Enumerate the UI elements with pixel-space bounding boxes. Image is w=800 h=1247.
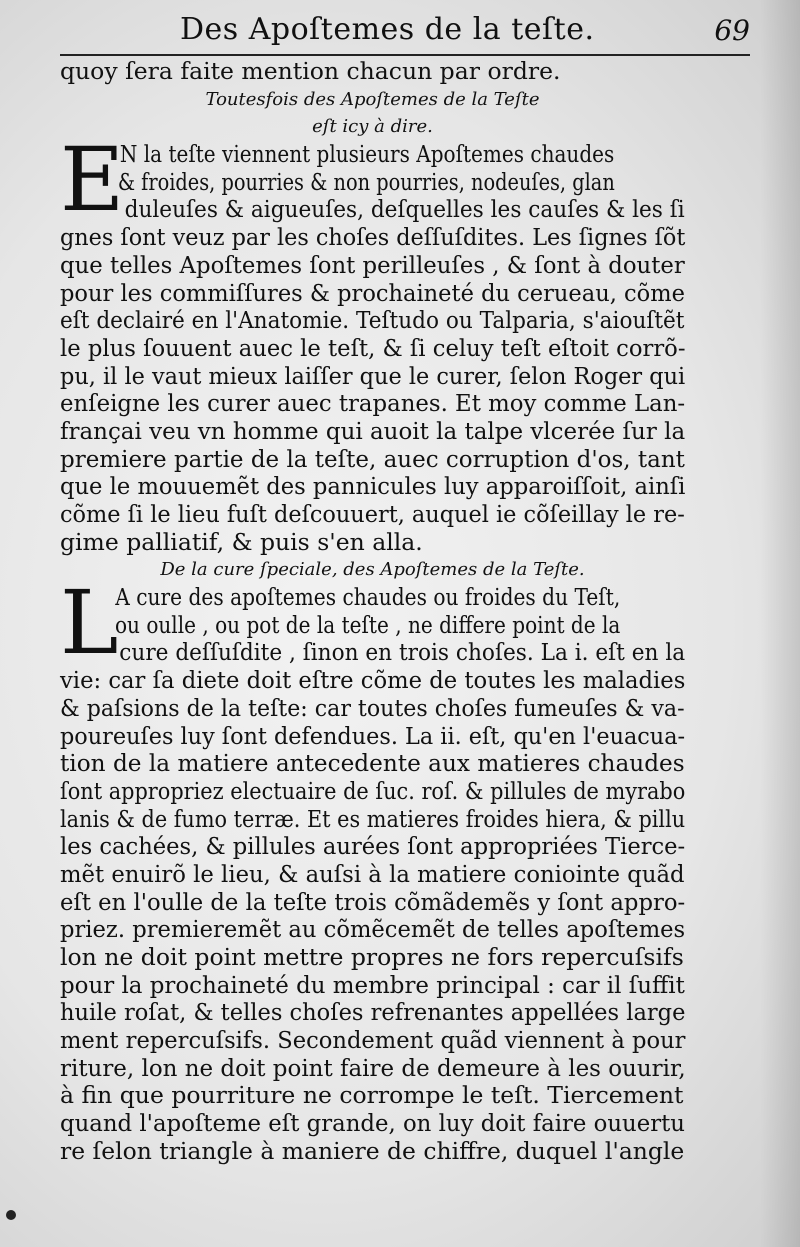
text-line: premiere partie de la teſte, auec corruption d'os, tant [60, 444, 685, 473]
text-line: eſt en l'oulle de la teſte trois cõmãdemẽs y ſont appro- [60, 887, 686, 916]
text-line: pu, il le vaut mieux laiſſer que le curer, ſelon Roger qui [60, 361, 686, 390]
text-line: à fin que pourriture ne corrompe le teſt. Tiercement [60, 1081, 684, 1110]
text-line: tion de la matiere antecedente aux matieres chaudes [60, 749, 685, 778]
text-line: pour la prochaineté du membre principal : car il ſuffit [60, 970, 685, 999]
text-line: pour les commiſſures & prochaineté du cerueau, cõme [60, 278, 685, 307]
text-line: le plus ſouuent auec le teſt, & ſi celuy teſt eſtoit corrõ- [60, 333, 686, 362]
section-heading-1-line-2: eſt icy à dire. [312, 116, 433, 138]
text-line: que le mouuemẽt des pannicules luy apparoiſſoit, ainſi [60, 472, 686, 501]
text-line: enſeigne les curer auec trapanes. Et moy comme Lan- [60, 389, 686, 418]
drop-cap-l: L [60, 571, 119, 675]
text-line: N la teſte viennent plusieurs Apoſtemes chaudes [119, 140, 615, 169]
text-line: & paſsions de la teſte: car toutes choſes fumeuſes & va- [60, 693, 685, 722]
text-line: vie: car ſa diete doit eſtre cõme de toutes les maladies [60, 666, 686, 695]
text-line: que telles Apoſtemes ſont perilleuſes , & ſont à douter [60, 250, 685, 279]
text-line: duleuſes & aigueuſes, deſquelles les cauſes & les ſi [124, 195, 685, 224]
page-number: 69 [714, 14, 750, 47]
intro-line: quoy ſera faite mention chacun par ordre. [60, 57, 561, 85]
body-text [60, 58, 685, 1166]
header-rule [60, 54, 750, 56]
text-line: re ſelon triangle à maniere de chiffre, duquel l'angle [60, 1136, 685, 1165]
paragraph-1 [60, 128, 686, 556]
text-line: françai veu vn homme qui auoit la talpe vlcerée ſur la [60, 416, 686, 445]
text-line: poureuſes luy ſont defendues. La ii. eſt, qu'en l'euacua- [60, 721, 686, 750]
text-line: cõme ſi le lieu fuſt deſcouuert, auquel ie cõſeillay le re- [60, 500, 685, 528]
running-title: Des Apoſtemes de la teſte. [180, 12, 595, 47]
text-line: les cachées, & pillules aurées ſont appropriées Tierce- [60, 832, 686, 861]
text-line: gime palliatif, & puis s'en alla. [60, 527, 423, 556]
text-line: gnes ſont veuz par les choſes deſſuſdites. Les ſignes ſõt [60, 223, 686, 252]
text-line: cure deſſuſdite , ſinon en trois choſes. La i. eſt en la [119, 638, 686, 667]
section-heading-2: De la cure ſpeciale, des Apoſtemes de la Teſte. [160, 559, 585, 581]
text-line: mẽt enuirõ le lieu, & auſsi à la matiere coniointe quãd [60, 859, 685, 888]
paragraph-2 [60, 571, 686, 1165]
drop-cap-e: E [60, 128, 125, 232]
section-heading-1-line-1: Toutesfois des Apoſtemes de la Teſte [205, 88, 540, 110]
text-line: riture, lon ne doit point faire de demeure à les ouurir, [60, 1053, 686, 1082]
text-line: huile roſat, & telles choſes refrenantes appellées large [60, 998, 686, 1027]
text-line: ſont appropriez electuaire de ſuc. roſ. & pillules de myrabo [60, 776, 686, 805]
text-line: A cure des apoſtemes chaudes ou froides du Teſt, [115, 583, 621, 612]
ink-spot [6, 1210, 16, 1220]
text-line: ou oulle , ou pot de la teſte , ne differe point de la [114, 610, 621, 639]
page-edge-shadow [760, 0, 800, 1247]
text-line: ment repercuſsifs. Secondement quãd viennent à pour [60, 1026, 686, 1055]
text-line: quand l'apoſteme eſt grande, on luy doit faire ouuertu [60, 1109, 685, 1138]
text-line: lon ne doit point mettre propres ne fors repercuſsifs [60, 943, 684, 971]
text-line: eſt declairé en l'Anatomie. Teſtudo ou Talparia, s'aiouſtẽt [60, 306, 685, 335]
text-line: & froides, pourries & non pourries, nodeuſes, glan [117, 167, 615, 196]
page-header [60, 12, 750, 56]
text-line: priez. premieremẽt au cõmẽcemẽt de telles apoſtemes [60, 915, 686, 944]
text-line: lanis & de fumo terræ. Et es matieres froides hiera, & pillu [60, 804, 686, 833]
